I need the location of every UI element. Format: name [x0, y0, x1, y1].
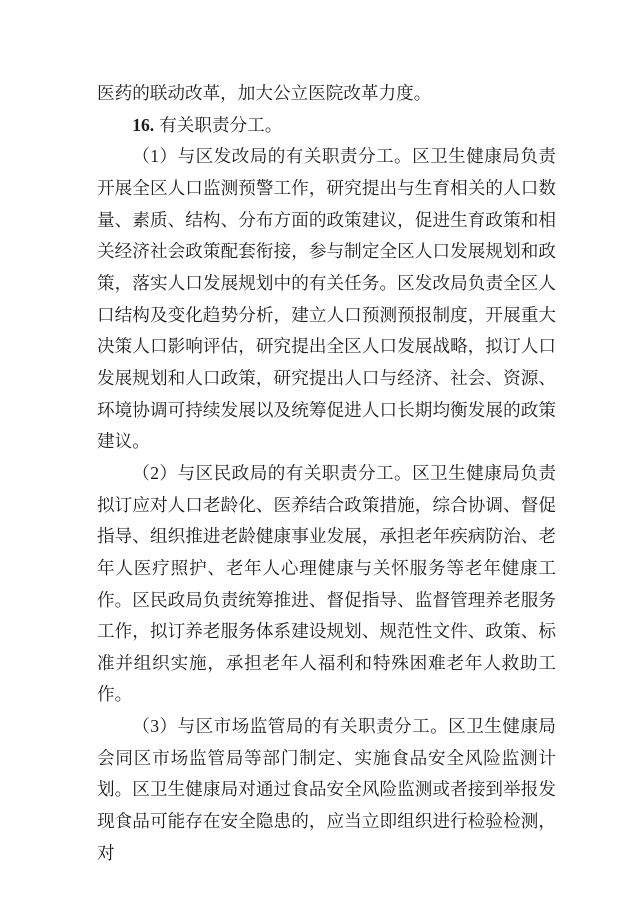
section-number: 16.	[132, 114, 155, 135]
section-heading-16	[97, 110, 556, 142]
paragraph-item-2-minzhengju: （2）与区民政局的有关职责分工。区卫生健康局负责拟订应对人口老龄化、医养结合政策措施，综合协调、督促指导、组织推进老龄健康事业发展，承担老年疾病防治、老年人医疗照护、老年人心理健康与关怀服务等老年健康工作。区民政局负责统筹推进、督促指导、监督管理养老服务工作，拟订养老服务体系建设规划、规范性文件、政策、标准并组织实施，承担老年人福利和特殊困难老年人救助工作。	[97, 462, 556, 705]
paragraph-continuation-from-previous-page: 医药的联动改革，加大公立医院改革力度。	[97, 83, 432, 103]
document-body	[97, 78, 556, 869]
paragraph-item-3-shichangjianguanju: （3）与区市场监管局的有关职责分工。区卫生健康局会同区市场监管局等部门制定、实施食品安全风险监测计划。区卫生健康局对通过食品安全风险监测或者接到举报发现食品可能存在安全隐患的，应当立即组织进行检验检测，对	[97, 716, 556, 863]
paragraph-item-1-fagaiju: （1）与区发改局的有关职责分工。区卫生健康局负责开展全区人口监测预警工作，研究提出与生育相关的人口数量、素质、结构、分布方面的政策建议，促进生育政策和相关经济社会政策配套衔接，参与制定全区人口发展规划和政策，落实人口发展规划中的有关任务。区发改局负责全区人口结构及变化趋势分析，建立人口预测预报制度，开展重大决策人口影响评估，研究提出全区人口发展战略，拟订人口发展规划和人口政策，研究提出人口与经济、社会、资源、环境协调可持续发展以及统筹促进人口长期均衡发展的政策建议。	[97, 146, 556, 452]
section-title: 有关职责分工。	[159, 114, 283, 135]
